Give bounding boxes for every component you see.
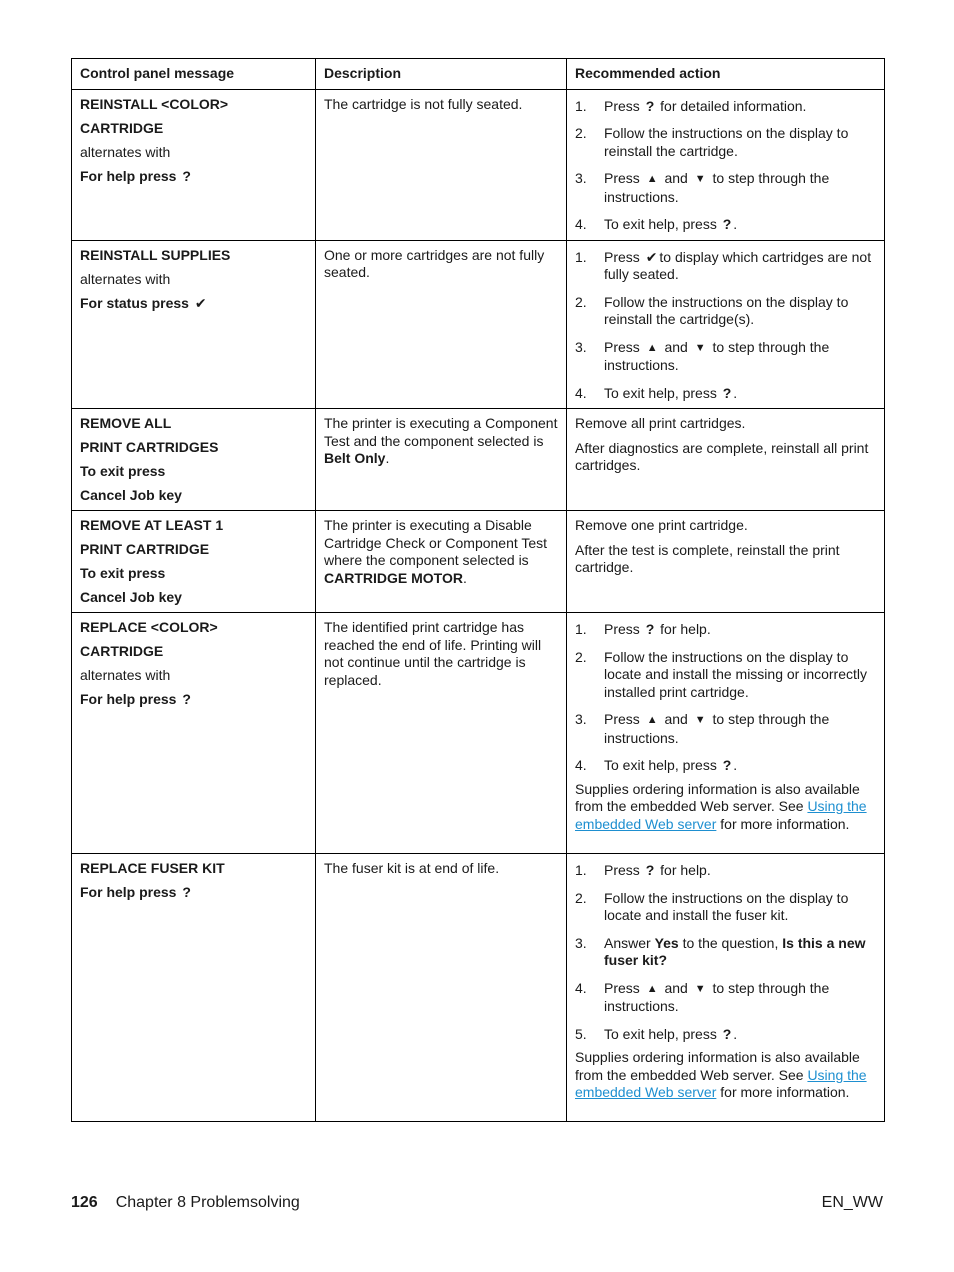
list-item: 3. Answer Yes to the question, Is this a new fuser kit? xyxy=(575,934,866,968)
header-description: Description xyxy=(316,59,567,90)
checkmark-icon: ✔ xyxy=(645,248,658,265)
up-arrow-icon: ▲ xyxy=(646,341,658,354)
message-line: alternates with xyxy=(80,270,171,287)
table-row xyxy=(72,240,885,409)
message-line: alternates with xyxy=(80,143,171,160)
page-footer-left xyxy=(71,1194,300,1212)
help-key-icon: ? xyxy=(645,862,655,878)
message-line: CARTRIDGE xyxy=(80,119,164,136)
message-cell xyxy=(72,240,316,409)
message-cell xyxy=(72,854,316,1122)
help-key-icon: ? xyxy=(722,757,732,773)
help-key-icon: ? xyxy=(182,167,191,184)
table-row xyxy=(72,613,885,854)
checkmark-icon: ✔ xyxy=(194,294,207,311)
table-row xyxy=(72,511,885,613)
action-paragraph: After the test is complete, reinstall the print cartridge. xyxy=(575,541,840,575)
list-item: 4. To exit help, press ? . xyxy=(575,384,738,401)
message-line: Cancel Job key xyxy=(80,589,182,605)
supplies-info: Supplies ordering information is also available from the embedded Web server. See Using the embedded Web server for more information. xyxy=(575,1049,867,1100)
message-line: PRINT CARTRIDGE xyxy=(80,541,210,557)
list-item: 5. To exit help, press ? . xyxy=(575,1025,738,1042)
message-line: REMOVE AT LEAST 1 xyxy=(80,517,224,533)
header-recommended-action: Recommended action xyxy=(567,59,885,90)
chapter-title: Chapter 8 Problemsolving xyxy=(115,1194,300,1211)
edition-label: EN_WW xyxy=(821,1194,883,1211)
message-line: For help press ? xyxy=(80,884,191,900)
embedded-web-server-link[interactable]: Using the embedded Web server xyxy=(575,1066,867,1100)
list-item: 1. Press ? for help. xyxy=(575,621,711,637)
supplies-info: Supplies ordering information is also available from the embedded Web server. See Using the embedded Web server for more information. xyxy=(575,780,867,832)
action-cell xyxy=(567,409,885,511)
message-line: For status press ✔ xyxy=(80,294,207,311)
help-key-icon: ? xyxy=(722,216,732,232)
message-line: For help press ? xyxy=(80,167,191,184)
help-key-icon: ? xyxy=(645,97,655,114)
action-cell xyxy=(567,511,885,613)
table-row xyxy=(72,89,885,240)
help-key-icon: ? xyxy=(722,1025,732,1042)
list-item: 4. To exit help, press ? . xyxy=(575,216,738,232)
list-item: 2. Follow the instructions on the display to reinstall the cartridge(s). xyxy=(575,293,849,327)
table-row xyxy=(72,409,885,511)
message-cell xyxy=(72,409,316,511)
help-key-icon: ? xyxy=(182,884,191,900)
message-line: To exit press xyxy=(80,565,166,581)
description-cell: The identified print cartridge has reached the end of life. Printing will not continue until the cartridge is replaced. xyxy=(316,613,567,854)
list-item: 3. Press ▲ and ▼ to step through the instructions. xyxy=(575,170,830,205)
help-key-icon: ? xyxy=(182,691,191,707)
message-line: REMOVE ALL xyxy=(80,415,172,431)
list-item: 4. Press ▲ and ▼ to step through the instructions. xyxy=(575,979,830,1014)
list-item: 1. Press ? for detailed information. xyxy=(575,97,807,114)
list-item: 3. Press ▲ and ▼ to step through the instructions. xyxy=(575,711,830,746)
message-line: REPLACE <COLOR> xyxy=(80,619,218,635)
action-paragraph: Remove one print cartridge. xyxy=(575,517,748,533)
message-line: PRINT CARTRIDGES xyxy=(80,439,219,455)
message-cell xyxy=(72,89,316,240)
message-line: To exit press xyxy=(80,463,166,479)
down-arrow-icon: ▼ xyxy=(694,341,706,354)
description-cell: The cartridge is not fully seated. xyxy=(316,89,567,240)
down-arrow-icon: ▼ xyxy=(694,173,706,185)
message-cell xyxy=(72,511,316,613)
up-arrow-icon: ▲ xyxy=(646,714,658,726)
list-item: 2. Follow the instructions on the display to reinstall the cartridge. xyxy=(575,125,849,159)
down-arrow-icon: ▼ xyxy=(694,714,706,726)
list-item: 2. Follow the instructions on the display to locate and install the missing or incorrectly installed print cartridge. xyxy=(575,648,868,700)
message-line: Cancel Job key xyxy=(80,487,182,503)
help-key-icon: ? xyxy=(722,384,732,401)
description-cell: The printer is executing a Component Test and the component selected is Belt Only. xyxy=(316,409,567,511)
message-line: REINSTALL SUPPLIES xyxy=(80,246,231,263)
message-line: REPLACE FUSER KIT xyxy=(80,860,225,876)
action-cell xyxy=(567,89,885,240)
action-paragraph: After diagnostics are complete, reinstall all print cartridges. xyxy=(575,439,869,473)
action-cell xyxy=(567,854,885,1122)
description-cell: The fuser kit is at end of life. xyxy=(316,854,567,1122)
help-key-icon: ? xyxy=(645,621,655,637)
table-row xyxy=(72,854,885,1122)
page-number: 126 xyxy=(71,1194,98,1211)
message-line: alternates with xyxy=(80,667,171,683)
action-cell xyxy=(567,240,885,409)
description-cell: The printer is executing a Disable Cartridge Check or Component Test where the component selected is CARTRIDGE MOTOR. xyxy=(316,511,567,613)
embedded-web-server-link[interactable]: Using the embedded Web server xyxy=(575,798,867,832)
list-item: 2. Follow the instructions on the display to locate and install the fuser kit. xyxy=(575,889,849,923)
description-cell: One or more cartridges are not fully seated. xyxy=(316,240,567,409)
list-item: 3. Press ▲ and ▼ to step through the instructions. xyxy=(575,338,830,373)
table-header-row xyxy=(72,59,885,90)
action-cell xyxy=(567,613,885,854)
message-line: For help press ? xyxy=(80,691,191,707)
control-panel-messages-table xyxy=(71,58,885,1122)
list-item: 1. Press ✔ to display which cartridges are not fully seated. xyxy=(575,248,872,282)
list-item: 1. Press ? for help. xyxy=(575,862,711,878)
up-arrow-icon: ▲ xyxy=(646,173,658,185)
message-cell xyxy=(72,613,316,854)
list-item: 4. To exit help, press ? . xyxy=(575,757,738,773)
down-arrow-icon: ▼ xyxy=(694,982,706,995)
header-control-panel-message: Control panel message xyxy=(72,59,316,90)
up-arrow-icon: ▲ xyxy=(646,982,658,995)
message-line: CARTRIDGE xyxy=(80,643,164,659)
action-paragraph: Remove all print cartridges. xyxy=(575,415,746,431)
message-line: REINSTALL <COLOR> xyxy=(80,95,229,112)
